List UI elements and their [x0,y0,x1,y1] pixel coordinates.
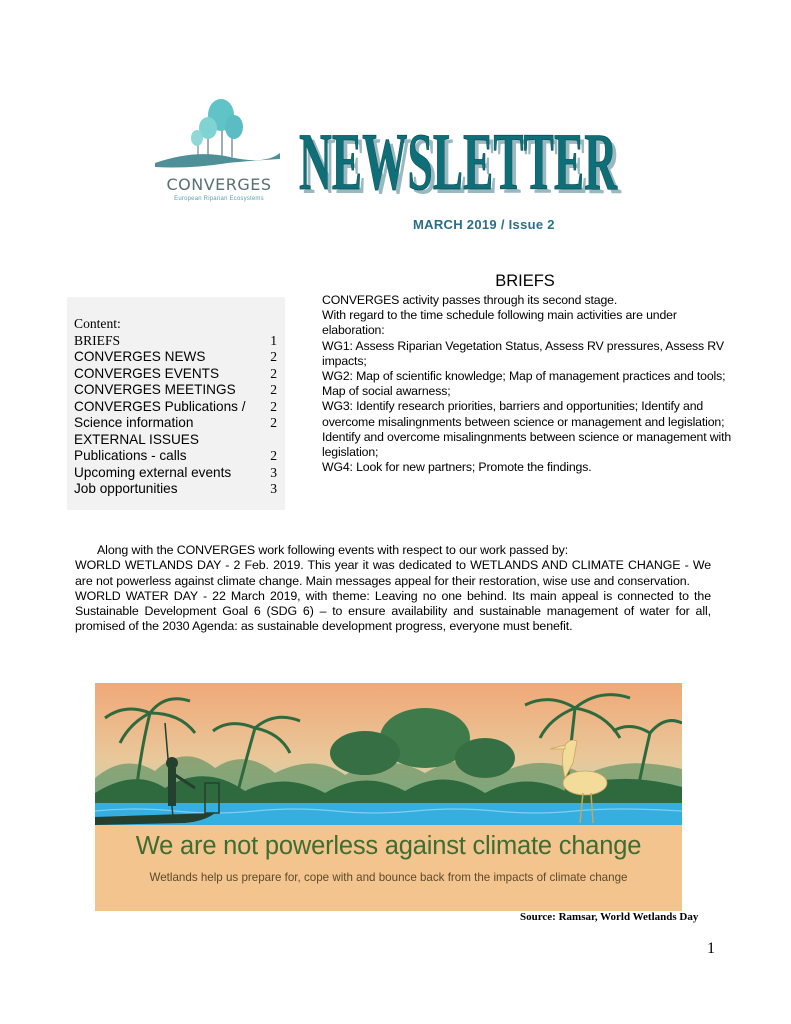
table-of-contents [67,297,285,510]
wetlands-day-banner [95,683,682,911]
contents-item[interactable]: Publications - calls 2 [74,448,277,463]
briefs-paragraph: WG2: Map of scientific knowledge; Map of management practices and tools; Map of social awarness; [322,369,726,399]
events-section [75,543,711,635]
image-source-caption: Source: Ramsar, World Wetlands Day [520,911,699,923]
tree-logo-icon [150,95,285,175]
briefs-body [322,293,732,475]
contents-item[interactable]: BRIEFS 1 [74,332,277,348]
banner-subline: Wetlands help us prepare for, cope with and bounce back from the impacts of climate change [149,871,628,884]
issue-label: MARCH 2019 / Issue 2 [413,217,555,232]
converges-logo [150,95,285,210]
contents-item[interactable]: CONVERGES EVENTS 2 [74,365,277,381]
briefs-heading: BRIEFS [495,272,555,290]
wetlands-day-paragraph: WORLD WETLANDS DAY - 2 Feb. 2019. This year it was dedicated to WETLANDS AND CLIMATE CHANGE - We are not powerless against climate change. Main messages appeal for their restoration, wise use and conservation. [75,558,711,588]
contents-item[interactable]: CONVERGES MEETINGS 2 [74,382,277,397]
masthead-title: NEWSLETTER [299,116,618,200]
briefs-paragraph: CONVERGES activity passes through its second stage. [322,293,618,307]
newsletter-masthead [297,100,627,200]
briefs-paragraph: With regard to the time schedule following main activities are under elaboration: [322,308,677,338]
contents-item[interactable]: Job opportunities 3 [74,481,277,496]
water-day-paragraph: WORLD WATER DAY - 22 March 2019, with theme: Leaving no one behind. Its main appeal is connected to the Sustainable Development Goal 6 (SDG 6) – to ensure availability and sustainable management of water for all, promised of the 2030 Agenda: as sustainable development progress, everyone must benefit. [75,588,711,634]
briefs-paragraph: WG4: Look for new partners; Promote the findings. [322,460,592,475]
contents-item[interactable]: CONVERGES Publications / 2 [74,398,277,414]
logo-wordmark: CONVERGES [166,175,272,194]
contents-item[interactable]: EXTERNAL ISSUES [74,431,199,447]
contents-title: Content: [74,316,121,331]
masthead-shadow: NEWSLETTER [303,120,622,200]
contents-item[interactable]: Upcoming external events 3 [74,464,277,480]
logo-tagline: European Riparian Ecosystems [174,196,264,202]
briefs-paragraph: WG1: Assess Riparian Vegetation Status, Assess RV pressures, Assess RV impacts; [322,338,724,368]
contents-item[interactable]: CONVERGES NEWS 2 [74,349,277,364]
contents-item[interactable]: Science information 2 [74,415,277,430]
banner-headline: We are not powerless against climate change [135,832,642,860]
events-intro: Along with the CONVERGES work following events with respect to our work passed by: [97,543,569,557]
briefs-paragraph: WG3: Identify research priorities, barriers and opportunities; Identify and overcome misalingnments between science or management and legislation; Identify and overcome misalingnments between science or management with legislation; [322,399,732,460]
page-number: 1 [707,940,715,957]
